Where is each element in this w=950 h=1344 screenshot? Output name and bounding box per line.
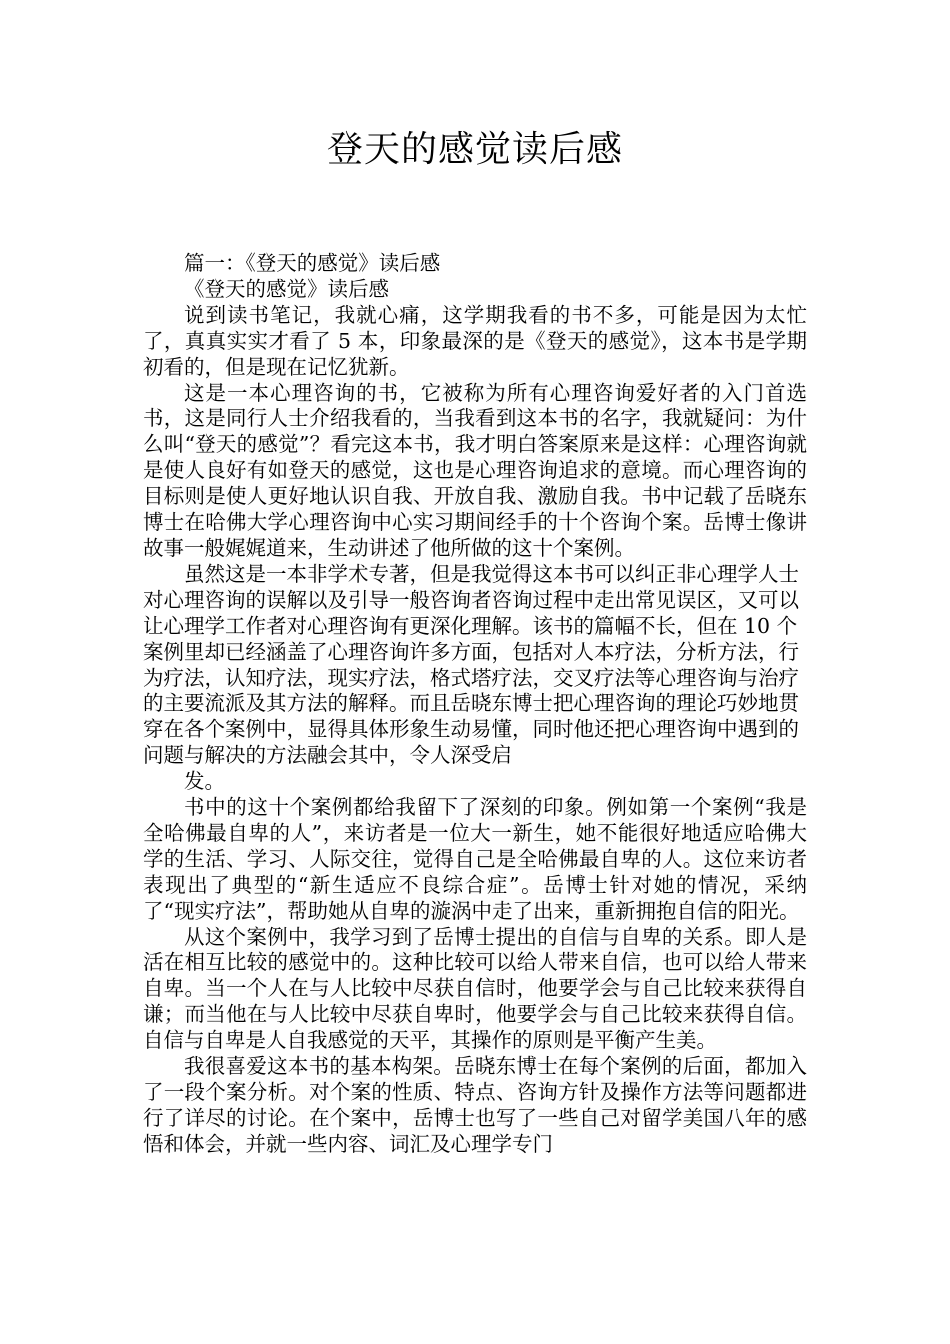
subtitle-line: 《登天的感觉》读后感 <box>184 276 389 301</box>
body-paragraph: 这是一本心理咨询的书，它被称为所有心理咨询爱好者的入门首选书，这是同行人士介绍我看的，当我看到这本书的名字，我就疑问：为什么叫“登天的感觉”？看完这本书，我才明白答案原来是这样：心理咨询就是使人良好有如登天的感觉，这也是心理咨询追求的意境。而心理咨询的目标则是使人更好地认识自我、开放自我、激励自我。书中记载了岳晓东博士在哈佛大学心理咨询中心实习期间经手的十个咨询个案。岳博士像讲故事一般娓娓道来，生动讲述了他所做的这十个案例。 <box>143 380 807 560</box>
section-heading: 篇一：《登天的感觉》读后感 <box>184 251 441 275</box>
document-title: 登天的感觉读后感 <box>326 129 623 170</box>
body-paragraph: 书中的这十个案例都给我留下了深刻的印象。例如第一个案例“我是全哈佛最自卑的人”，来访者是一位大一新生，她不能很好地适应哈佛大学的生活、学习、人际交往，觉得自己是全哈佛最自卑的人。这位来访者表现出了典型的“新生适应不良综合症”。岳博士针对她的情况，采纳了“现实疗法”，帮助她从自卑的漩涡中走了出来，重新拥抱自信的阳光。 <box>143 795 807 923</box>
body-paragraph: 虽然这是一本非学术专著，但是我觉得这本书可以纠正非心理学人士对心理咨询的误解以及引导一般咨询者咨询过程中走出常见误区，又可以让心理学工作者对心理咨询有更深化理解。该书的篇幅不长，但在 10 个案例里却已经涵盖了心理咨询许多方面，包括对人本疗法，分析方法，行为疗法，认知疗法，现实疗法，格式塔疗法，交叉疗法等心理咨询与治疗的主要流派及其方法的解释。而且岳晓东博士把心理咨询的理论巧妙地贯穿在各个案例中，显得具体形象生动易懂，同时他还把心理咨询中遇到的问题与解决的方法融会其中，令人深受启 <box>143 561 799 768</box>
body-paragraph: 从这个案例中，我学习到了岳博士提出的自信与自卑的关系。即人是活在相互比较的感觉中的。这种比较可以给人带来自信，也可以给人带来自卑。当一个人在与人比较中尽获自信时，他要学会与自己比较来获得自谦；而当他在与人比较中尽获自卑时，他要学会与自己比较来获得自信。自信与自卑是人自我感觉的天平，其操作的原则是平衡产生美。 <box>143 924 807 1053</box>
body-paragraph: 发。 <box>184 769 225 794</box>
body-paragraph: 说到读书笔记，我就心痛，这学期我看的书不多，可能是因为太忙了，真真实实才看了 5 本，印象最深的是《登天的感觉》，这本书是学期初看的，但是现在记忆犹新。 <box>143 302 807 379</box>
body-paragraph: 我很喜爱这本书的基本构架。岳晓东博士在每个案例的后面，都加入了一段个案分析。对个案的性质、特点、咨询方针及操作方法等问题都进行了详尽的讨论。在个案中，岳博士也写了一些自己对留学美国八年的感悟和体会，并就一些内容、词汇及心理学专门 <box>143 1054 807 1156</box>
document-body <box>143 251 807 1158</box>
